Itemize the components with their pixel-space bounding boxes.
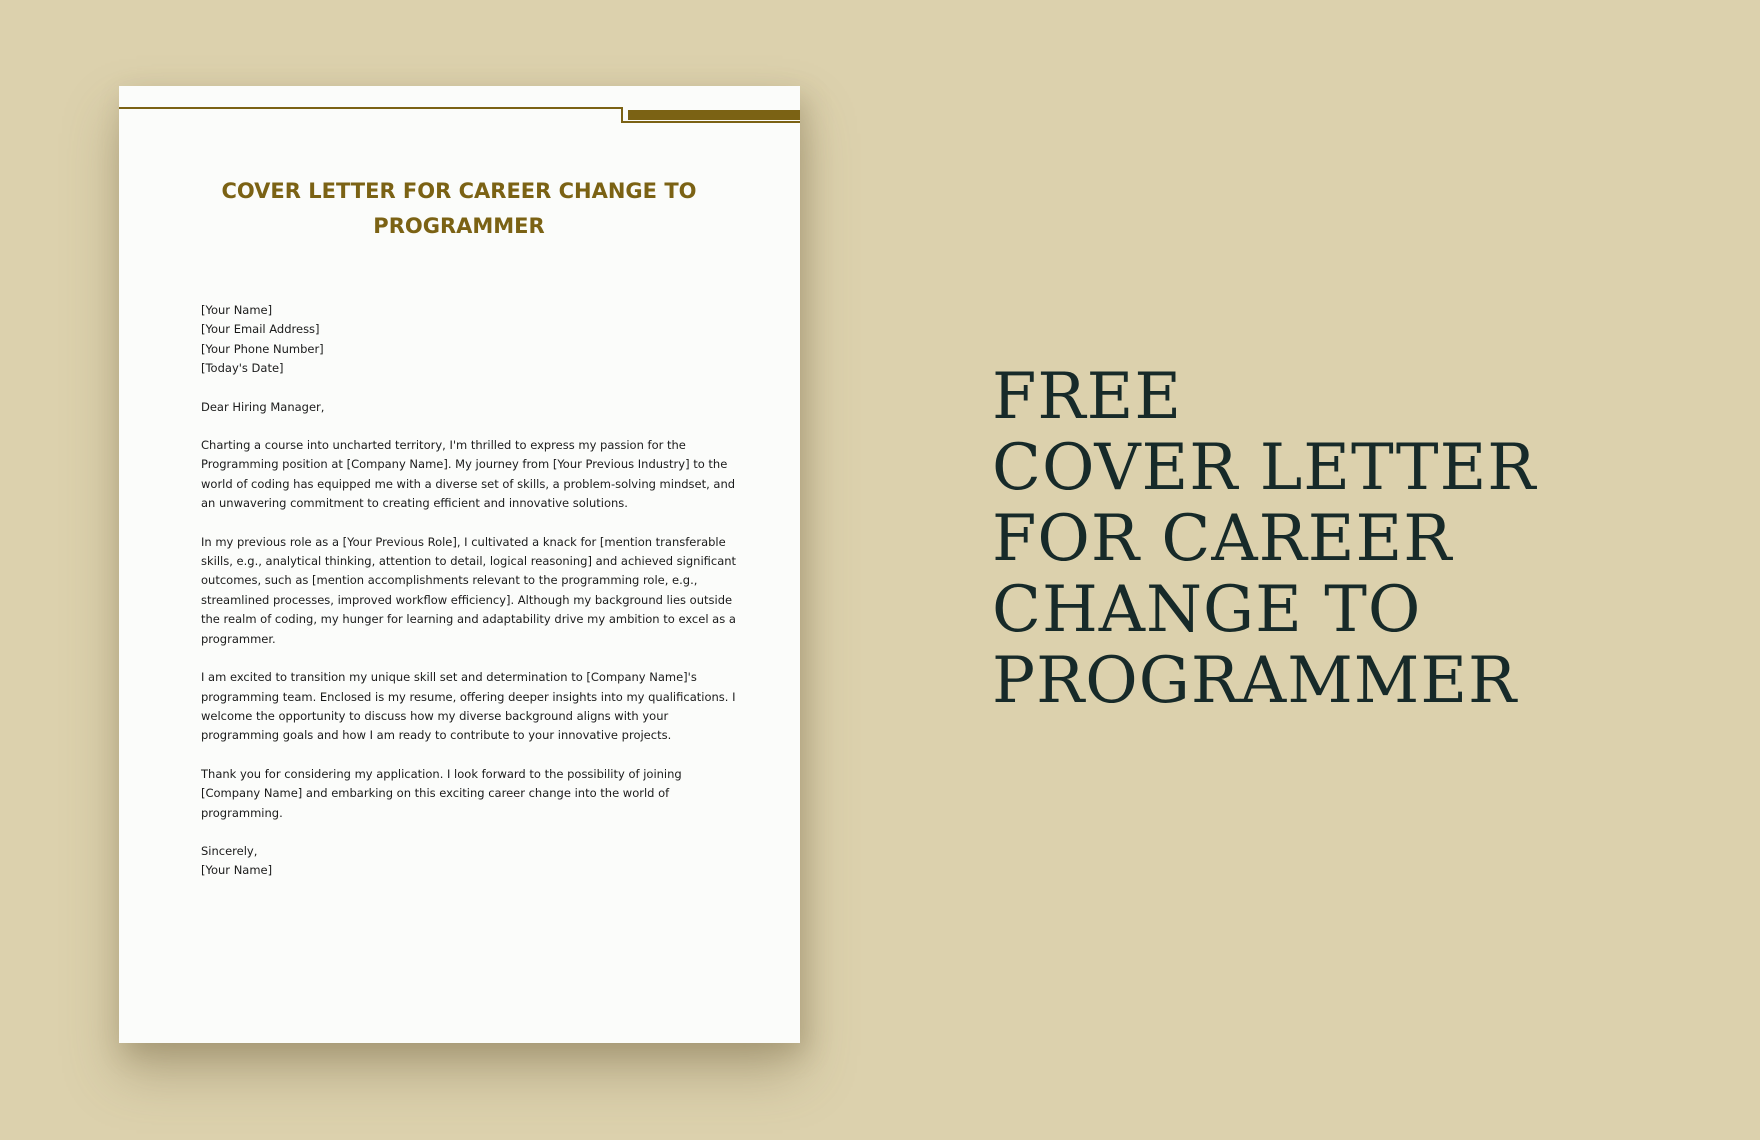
header-rule-left — [119, 107, 622, 109]
letter-body — [201, 301, 741, 900]
header-accent-bar — [628, 110, 800, 120]
sender-phone: [Your Phone Number] — [201, 341, 324, 356]
promo-headline — [992, 362, 1536, 717]
header-rule-right — [621, 121, 800, 123]
paragraph-line: I am excited to transition my unique skill set and determination to [Company Name]'s — [201, 670, 697, 685]
salutation-text: Dear Hiring Manager, — [201, 399, 325, 414]
sender-email: [Your Email Address] — [201, 322, 320, 337]
signoff-block — [201, 842, 741, 881]
letter-title — [209, 174, 709, 244]
letter-page — [119, 86, 800, 1043]
paragraph-line: programming. — [201, 805, 283, 820]
salutation — [201, 398, 741, 417]
headline-line: FOR CAREER — [992, 502, 1453, 576]
closing-text: Sincerely, — [201, 843, 258, 858]
paragraph-line: Charting a course into uncharted territory, I'm thrilled to express my passion for the — [201, 438, 686, 453]
paragraph-line: streamlined processes, improved workflow efficiency]. Although my background lies outside — [201, 592, 733, 607]
headline-line: FREE — [992, 360, 1183, 434]
paragraph-line: skills, e.g., analytical thinking, attention to detail, logical reasoning] and achieved significant — [201, 554, 737, 569]
sender-name: [Your Name] — [201, 303, 273, 317]
paragraph-line: [Company Name] and embarking on this exciting career change into the world of — [201, 786, 670, 801]
paragraph-line: Thank you for considering my application. I look forward to the possibility of joining — [201, 766, 682, 781]
letter-title-line: PROGRAMMER — [373, 214, 545, 238]
paragraph-line: welcome the opportunity to discuss how my diverse background aligns with your — [201, 708, 669, 723]
paragraph-transition — [201, 668, 741, 746]
paragraph-line: world of coding has equipped me with a diverse set of skills, a problem-solving mindset, and — [201, 476, 736, 491]
headline-line: COVER LETTER — [992, 431, 1537, 505]
letter-date: [Today's Date] — [201, 361, 284, 376]
paragraph-line: an unwavering commitment to creating efficient and innovative solutions. — [201, 496, 628, 511]
paragraph-experience — [201, 533, 741, 649]
sender-block — [201, 301, 741, 379]
paragraph-line: programming goals and how I am ready to contribute to your innovative projects. — [201, 728, 672, 743]
paragraph-intro — [201, 436, 741, 514]
paragraph-line: programming team. Enclosed is my resume, offering deeper insights into my qualifications. I — [201, 689, 736, 704]
paragraph-line: outcomes, such as [mention accomplishments relevant to the programming role, e.g., — [201, 573, 698, 588]
paragraph-line: the realm of coding, my hunger for learning and adaptability drive my ambition to excel as a — [201, 612, 736, 627]
paragraph-thanks — [201, 765, 741, 823]
letter-title-line: COVER LETTER FOR CAREER CHANGE TO — [221, 179, 697, 203]
paragraph-line: programmer. — [201, 631, 276, 646]
headline-line: CHANGE TO — [992, 573, 1422, 647]
paragraph-line: In my previous role as a [Your Previous Role], I cultivated a knack for [mention transferable — [201, 534, 726, 549]
signature-text: [Your Name] — [201, 863, 273, 878]
headline-line: PROGRAMMER — [992, 644, 1518, 718]
paragraph-line: Programming position at [Company Name]. My journey from [Your Previous Industry] to the — [201, 457, 728, 472]
